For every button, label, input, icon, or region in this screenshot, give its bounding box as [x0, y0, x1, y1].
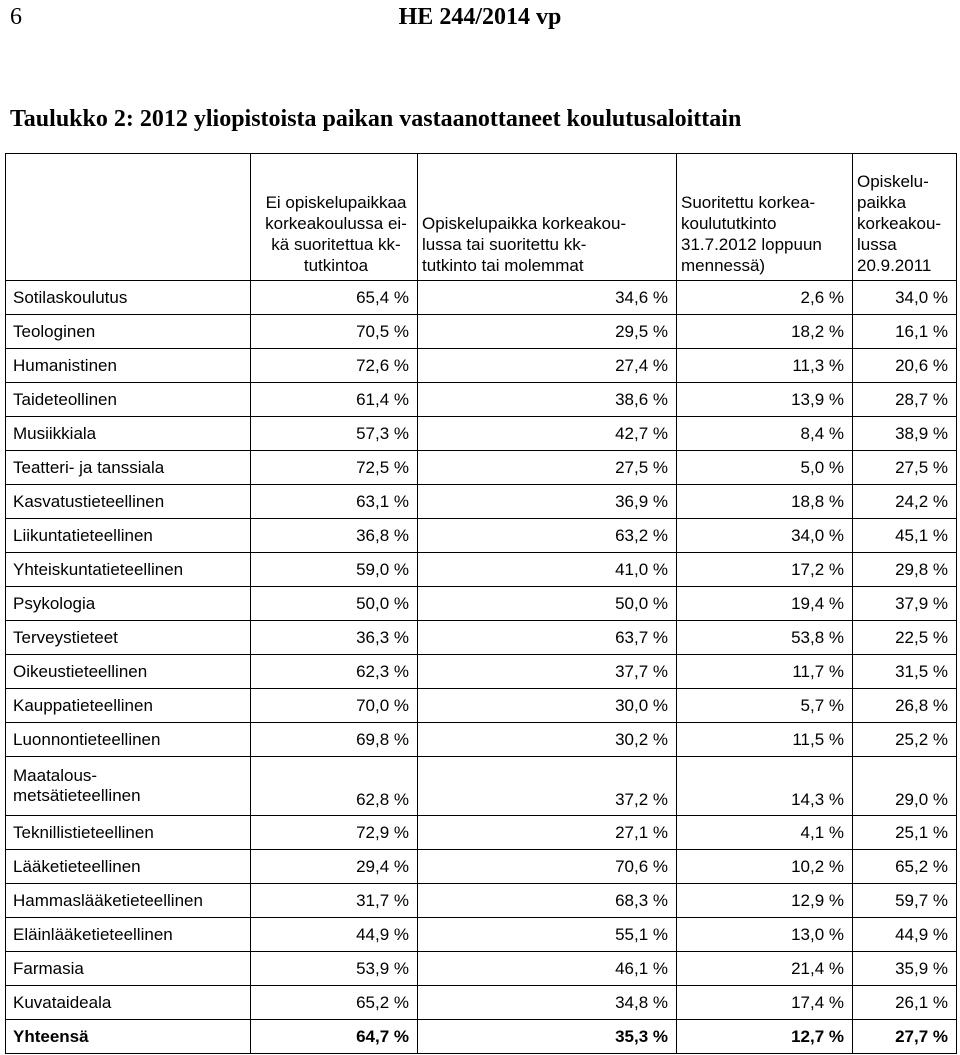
- row-label: Terveystieteet: [6, 621, 251, 655]
- value-cell-c3: 14,3 %: [677, 757, 853, 816]
- value-cell-c1: 62,3 %: [251, 655, 418, 689]
- row-label: Hammaslääketieteellinen: [6, 884, 251, 918]
- value-cell-c2: 37,7 %: [418, 655, 677, 689]
- value-cell-c4: 38,9 %: [853, 417, 957, 451]
- row-label: Teologinen: [6, 315, 251, 349]
- value-cell-c3: 17,2 %: [677, 553, 853, 587]
- value-cell-c4: 35,9 %: [853, 952, 957, 986]
- table-row: [6, 315, 957, 349]
- header-cell-no-place: Ei opiskelupaikkaa korkeakoulussa ei- kä suoritettua kk- tutkintoa: [251, 154, 418, 281]
- value-cell-c3: 13,0 %: [677, 918, 853, 952]
- value-cell-c4: 27,5 %: [853, 451, 957, 485]
- value-cell-c4: 22,5 %: [853, 621, 957, 655]
- table-title: Taulukko 2: 2012 yliopistoista paikan vastaanottaneet koulutusaloittain: [10, 106, 742, 132]
- table-row: [6, 553, 957, 587]
- value-cell-c3: 11,3 %: [677, 349, 853, 383]
- value-cell-c1: 65,2 %: [251, 986, 418, 1020]
- row-label: Teatteri- ja tanssiala: [6, 451, 251, 485]
- table-header-row: [6, 154, 957, 281]
- value-cell-c2: 27,1 %: [418, 816, 677, 850]
- value-cell-c2: 55,1 %: [418, 918, 677, 952]
- value-cell-c2: 41,0 %: [418, 553, 677, 587]
- row-label: Maatalous- metsätieteellinen: [6, 757, 251, 816]
- value-cell-c4: 29,8 %: [853, 553, 957, 587]
- value-cell-c2: 35,3 %: [418, 1020, 677, 1054]
- value-cell-c3: 21,4 %: [677, 952, 853, 986]
- table-body: [6, 281, 957, 1054]
- table-row: [6, 723, 957, 757]
- table-row: [6, 986, 957, 1020]
- table-row: [6, 689, 957, 723]
- value-cell-c1: 59,0 %: [251, 553, 418, 587]
- table-row: [6, 884, 957, 918]
- value-cell-c2: 27,4 %: [418, 349, 677, 383]
- value-cell-c2: 42,7 %: [418, 417, 677, 451]
- row-label: Farmasia: [6, 952, 251, 986]
- row-label: Kuvataideala: [6, 986, 251, 1020]
- value-cell-c1: 44,9 %: [251, 918, 418, 952]
- value-cell-c2: 36,9 %: [418, 485, 677, 519]
- table-row: [6, 655, 957, 689]
- value-cell-c2: 63,7 %: [418, 621, 677, 655]
- value-cell-c4: 25,2 %: [853, 723, 957, 757]
- value-cell-c4: 44,9 %: [853, 918, 957, 952]
- value-cell-c3: 4,1 %: [677, 816, 853, 850]
- row-label: Psykologia: [6, 587, 251, 621]
- row-label: Luonnontieteellinen: [6, 723, 251, 757]
- value-cell-c3: 10,2 %: [677, 850, 853, 884]
- value-cell-c3: 18,8 %: [677, 485, 853, 519]
- value-cell-c2: 30,0 %: [418, 689, 677, 723]
- value-cell-c1: 31,7 %: [251, 884, 418, 918]
- header-cell-empty: [6, 154, 251, 281]
- value-cell-c3: 34,0 %: [677, 519, 853, 553]
- value-cell-c3: 11,7 %: [677, 655, 853, 689]
- table-row: [6, 587, 957, 621]
- header-cell-place-or-degree: Opiskelupaikka korkeakou- lussa tai suoritettu kk- tutkinto tai molemmat: [418, 154, 677, 281]
- value-cell-c3: 5,0 %: [677, 451, 853, 485]
- value-cell-c4: 26,8 %: [853, 689, 957, 723]
- value-cell-c2: 46,1 %: [418, 952, 677, 986]
- value-cell-c4: 27,7 %: [853, 1020, 957, 1054]
- value-cell-c3: 5,7 %: [677, 689, 853, 723]
- header-cell-study-place-2011: Opiskelu- paikka korkeakou- lussa 20.9.2011: [853, 154, 957, 281]
- value-cell-c2: 30,2 %: [418, 723, 677, 757]
- value-cell-c1: 65,4 %: [251, 281, 418, 315]
- value-cell-c4: 20,6 %: [853, 349, 957, 383]
- table-row: [6, 417, 957, 451]
- value-cell-c2: 37,2 %: [418, 757, 677, 816]
- value-cell-c3: 11,5 %: [677, 723, 853, 757]
- row-label: Eläinlääketieteellinen: [6, 918, 251, 952]
- row-label: Yhteiskuntatieteellinen: [6, 553, 251, 587]
- value-cell-c4: 16,1 %: [853, 315, 957, 349]
- value-cell-c4: 37,9 %: [853, 587, 957, 621]
- value-cell-c3: 17,4 %: [677, 986, 853, 1020]
- value-cell-c2: 34,8 %: [418, 986, 677, 1020]
- row-label: Taideteollinen: [6, 383, 251, 417]
- row-label: Liikuntatieteellinen: [6, 519, 251, 553]
- value-cell-c3: 19,4 %: [677, 587, 853, 621]
- page-number: 6: [10, 4, 22, 30]
- row-label: Kasvatustieteellinen: [6, 485, 251, 519]
- row-label: Oikeustieteellinen: [6, 655, 251, 689]
- document-id: HE 244/2014 vp: [398, 4, 562, 30]
- row-label: Humanistinen: [6, 349, 251, 383]
- header-cell-degree-completed: Suoritettu korkea- koulututkinto 31.7.2012 loppuun mennessä): [677, 154, 853, 281]
- table-row: [6, 952, 957, 986]
- value-cell-c3: 2,6 %: [677, 281, 853, 315]
- value-cell-c1: 57,3 %: [251, 417, 418, 451]
- table-row: [6, 519, 957, 553]
- value-cell-c1: 64,7 %: [251, 1020, 418, 1054]
- value-cell-c4: 59,7 %: [853, 884, 957, 918]
- value-cell-c2: 34,6 %: [418, 281, 677, 315]
- value-cell-c2: 68,3 %: [418, 884, 677, 918]
- value-cell-c1: 50,0 %: [251, 587, 418, 621]
- table-row: [6, 850, 957, 884]
- value-cell-c3: 13,9 %: [677, 383, 853, 417]
- value-cell-c3: 8,4 %: [677, 417, 853, 451]
- value-cell-c1: 53,9 %: [251, 952, 418, 986]
- table-row: [6, 621, 957, 655]
- value-cell-c3: 12,9 %: [677, 884, 853, 918]
- value-cell-c4: 31,5 %: [853, 655, 957, 689]
- table-row: [6, 349, 957, 383]
- value-cell-c4: 24,2 %: [853, 485, 957, 519]
- value-cell-c1: 70,0 %: [251, 689, 418, 723]
- value-cell-c1: 61,4 %: [251, 383, 418, 417]
- table-row: [6, 918, 957, 952]
- value-cell-c4: 34,0 %: [853, 281, 957, 315]
- value-cell-c1: 29,4 %: [251, 850, 418, 884]
- table-row: [6, 485, 957, 519]
- value-cell-c1: 36,8 %: [251, 519, 418, 553]
- value-cell-c2: 38,6 %: [418, 383, 677, 417]
- value-cell-c4: 28,7 %: [853, 383, 957, 417]
- table-row: [6, 757, 957, 816]
- value-cell-c2: 50,0 %: [418, 587, 677, 621]
- value-cell-c4: 65,2 %: [853, 850, 957, 884]
- value-cell-c3: 12,7 %: [677, 1020, 853, 1054]
- value-cell-c2: 70,6 %: [418, 850, 677, 884]
- value-cell-c4: 25,1 %: [853, 816, 957, 850]
- value-cell-c1: 36,3 %: [251, 621, 418, 655]
- value-cell-c2: 27,5 %: [418, 451, 677, 485]
- table-row: [6, 816, 957, 850]
- row-label: Yhteensä: [6, 1020, 251, 1054]
- row-label: Musiikkiala: [6, 417, 251, 451]
- data-table: [5, 153, 957, 1054]
- row-label: Kauppatieteellinen: [6, 689, 251, 723]
- table-row: [6, 383, 957, 417]
- value-cell-c2: 29,5 %: [418, 315, 677, 349]
- value-cell-c4: 26,1 %: [853, 986, 957, 1020]
- value-cell-c4: 45,1 %: [853, 519, 957, 553]
- value-cell-c3: 53,8 %: [677, 621, 853, 655]
- table-row: [6, 281, 957, 315]
- value-cell-c1: 70,5 %: [251, 315, 418, 349]
- value-cell-c1: 62,8 %: [251, 757, 418, 816]
- value-cell-c1: 69,8 %: [251, 723, 418, 757]
- table-total-row: [6, 1020, 957, 1054]
- value-cell-c1: 63,1 %: [251, 485, 418, 519]
- table-row: [6, 451, 957, 485]
- value-cell-c2: 63,2 %: [418, 519, 677, 553]
- row-label: Teknillistieteellinen: [6, 816, 251, 850]
- row-label: Sotilaskoulutus: [6, 281, 251, 315]
- row-label: Lääketieteellinen: [6, 850, 251, 884]
- value-cell-c1: 72,5 %: [251, 451, 418, 485]
- value-cell-c1: 72,6 %: [251, 349, 418, 383]
- value-cell-c4: 29,0 %: [853, 757, 957, 816]
- value-cell-c1: 72,9 %: [251, 816, 418, 850]
- value-cell-c3: 18,2 %: [677, 315, 853, 349]
